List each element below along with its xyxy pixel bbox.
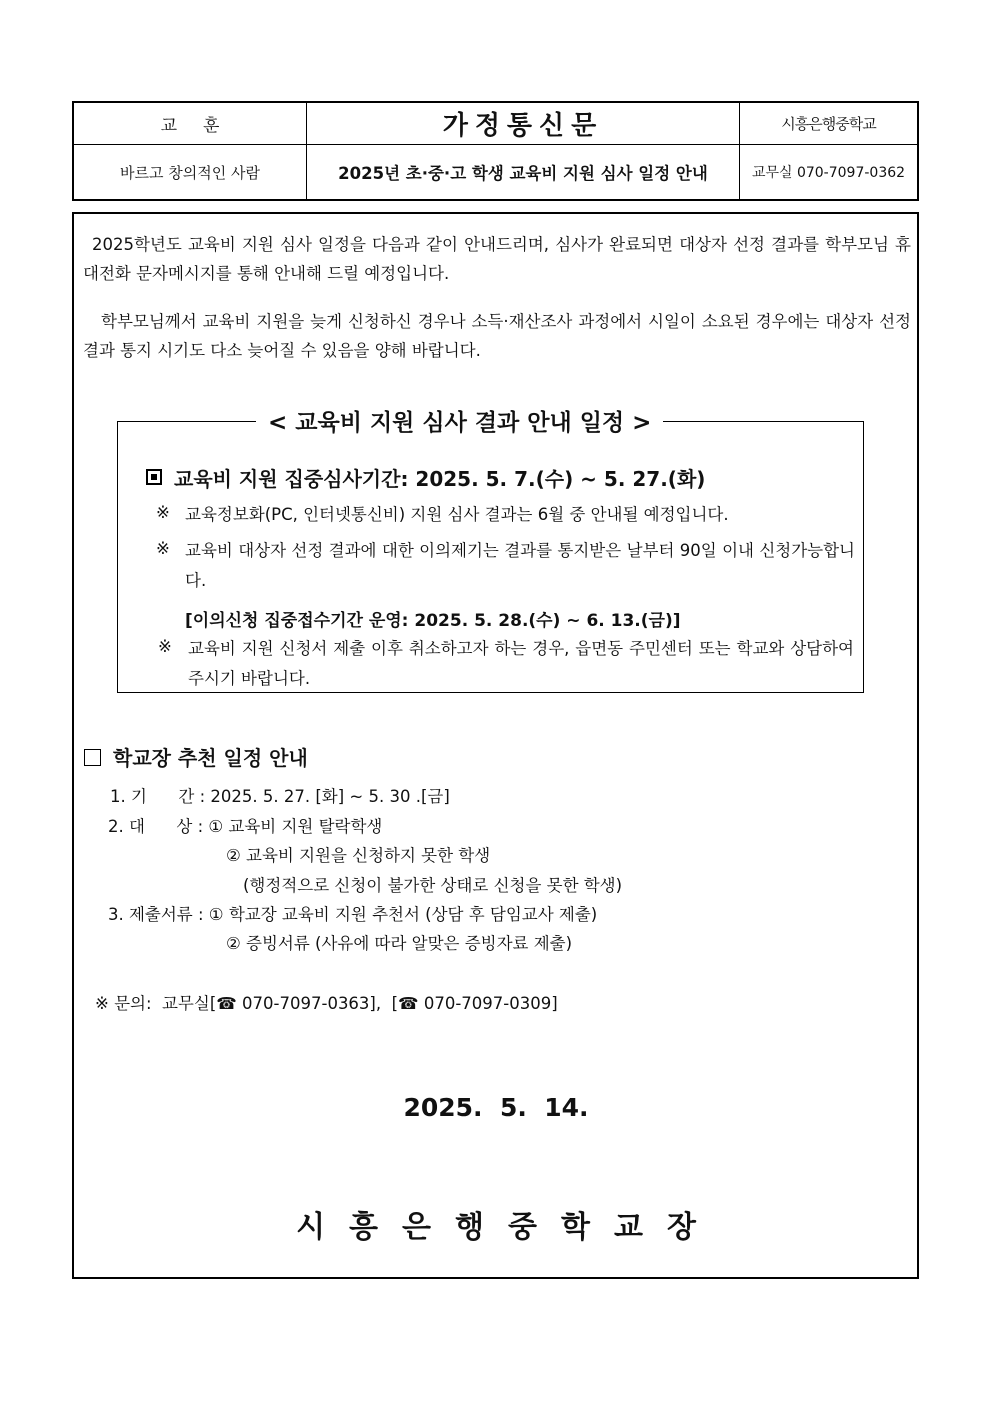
principal-section-title-text: 학교장 추천 일정 안내 xyxy=(113,746,308,770)
review-period-text: 교육비 지원 집중심사기간: 2025. 5. 7.(수) ~ 5. 27.(화) xyxy=(174,467,706,491)
rec-item-target-2: ② 교육비 지원을 신청하지 못한 학생 xyxy=(226,846,491,865)
rec-item-target-1: 2. 대 상 : ① 교육비 지원 탈락학생 xyxy=(108,817,383,836)
principal-section-title xyxy=(84,742,308,771)
rec-item-target-note: (행정적으로 신청이 불가한 상태로 신청을 못한 학생) xyxy=(243,876,623,895)
contact-info: ※ 문의: 교무실[☎ 070-7097-0363], [☎ 070-7097-0309] xyxy=(95,994,558,1013)
objection-period: [이의신청 집중접수기간 운영: 2025. 5. 28.(수) ~ 6. 13.(금)] xyxy=(185,611,681,631)
review-period xyxy=(146,463,705,492)
issue-date: 2025. 5. 14. xyxy=(403,1093,589,1122)
rec-item-period: 1. 기 간 : 2025. 5. 27. [화] ~ 5. 30 .[금] xyxy=(110,787,450,806)
intro-text-1: 2025학년도 교육비 지원 심사 일정을 다음과 같이 안내드리며, 심사가 완료되면 대상자 선정 결과를 학부모님 휴대전화 문자메시지를 통해 안내해 드릴 예정입니다. xyxy=(83,235,911,283)
note-it-support: 교육정보화(PC, 인터넷통신비) 지원 심사 결과는 6월 중 안내될 예정입니다. xyxy=(185,505,729,524)
rec-item-docs-1: 3. 제출서류 : ① 학교장 교육비 지원 추천서 (상담 후 담임교사 제출) xyxy=(108,905,598,924)
school-motto: 바르고 창의적인 사람 xyxy=(73,145,307,201)
intro-text-2: 학부모님께서 교육비 지원을 늦게 신청하신 경우나 소득·재산조사 과정에서 시일이 소요된 경우에는 대상자 선정 결과 통지 시기도 다소 늦어질 수 있음을 양해 바랍니다. xyxy=(83,312,911,360)
note-mark-2: ※ xyxy=(156,539,170,558)
intro-paragraph-1 xyxy=(83,230,911,288)
empty-square-icon xyxy=(84,749,101,766)
note-objection: 교육비 대상자 선정 결과에 대한 이의제기는 결과를 통지받은 날부터 90일 이내 신청가능합니다. xyxy=(185,541,855,590)
office-phone: 교무실 070-7097-0362 xyxy=(740,145,919,201)
motto-label: 교훈 xyxy=(73,102,307,145)
principal-signature: 시흥은행중학교장 xyxy=(296,1210,720,1245)
rec-item-docs-2: ② 증빙서류 (사유에 따라 알맞은 증빙자료 제출) xyxy=(226,934,573,953)
header-table xyxy=(72,101,919,201)
notice-title: 가정통신문 xyxy=(307,102,740,145)
filled-square-icon xyxy=(146,469,162,485)
note-mark-1: ※ xyxy=(156,503,170,522)
school-name: 시흥은행중학교 xyxy=(740,102,919,145)
notice-subject: 2025년 초·중·고 학생 교육비 지원 심사 일정 안내 xyxy=(307,145,740,201)
intro-paragraph-2 xyxy=(83,307,911,365)
note-cancel: 교육비 지원 신청서 제출 이후 취소하고자 하는 경우, 읍면동 주민센터 또는 학교와 상담하여 주시기 바랍니다. xyxy=(188,639,854,688)
schedule-title: < 교육비 지원 심사 결과 안내 일정 > xyxy=(256,404,663,437)
note-mark-3: ※ xyxy=(158,637,172,656)
